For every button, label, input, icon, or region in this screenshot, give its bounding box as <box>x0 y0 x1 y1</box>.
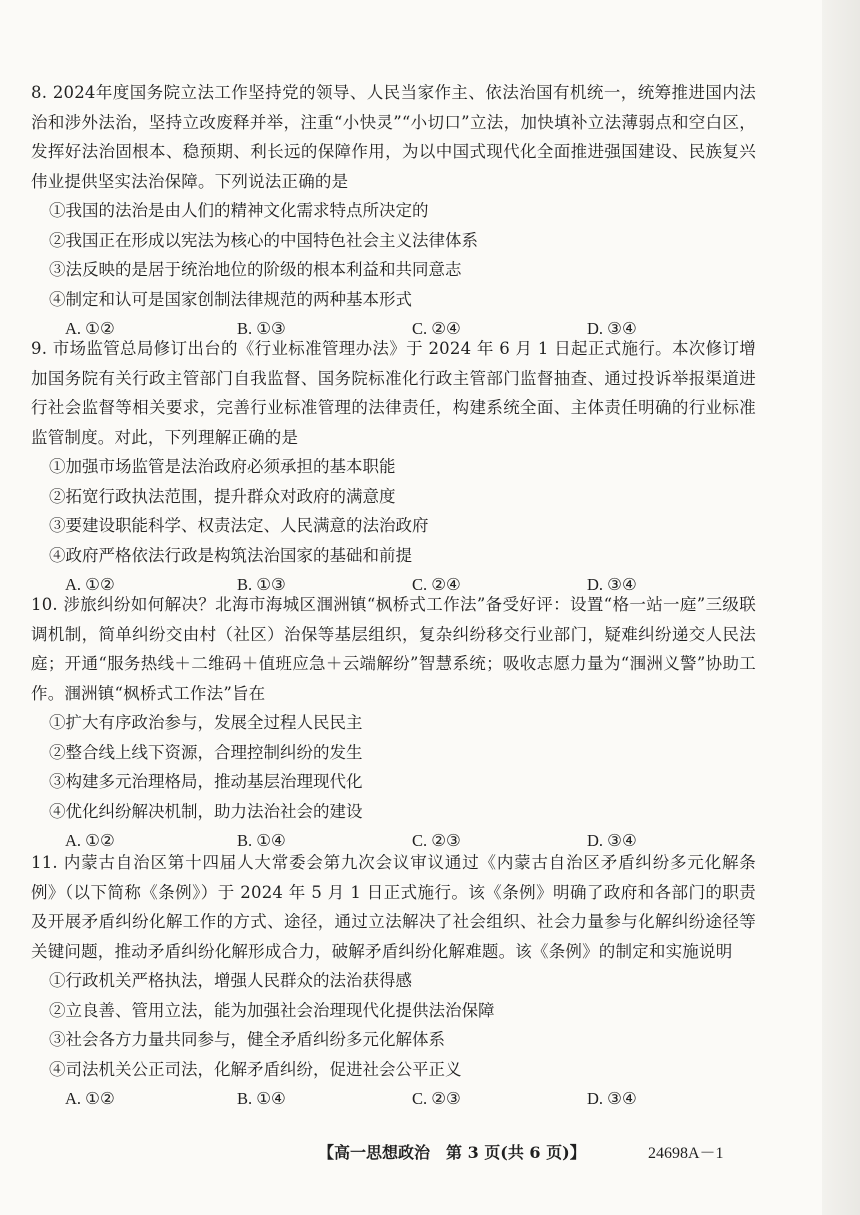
footer-page-label: 【高一思想政治 第 3 页(共 6 页)】 <box>318 1143 586 1162</box>
page-footer <box>0 1140 860 1170</box>
statement: ②立良善、管用立法，能为加强社会治理现代化提供法治保障 <box>49 1000 495 1020</box>
option-c: C. ②④ <box>412 575 461 594</box>
option-d: D. ③④ <box>587 831 637 850</box>
question-11 <box>31 848 756 1113</box>
option-b: B. ①④ <box>237 831 286 850</box>
option-d: D. ③④ <box>587 575 637 594</box>
statement: ④制定和认可是国家创制法律规范的两种基本形式 <box>49 289 412 309</box>
question-10 <box>31 590 756 855</box>
statement: ①扩大有序政治参与，发展全过程人民民主 <box>49 713 363 732</box>
option-a: A. ①② <box>65 319 115 338</box>
statement: ③要建设职能科学、权责法定、人民满意的法治政府 <box>49 516 429 535</box>
statement: ②我国正在形成以宪法为核心的中国特色社会主义法律体系 <box>49 230 478 250</box>
option-a: A. ①② <box>65 1089 115 1108</box>
question-stem: 11. 内蒙古自治区第十四届人大常委会第九次会议审议通过《内蒙古自治区矛盾纠纷多元化解条例》（以下简称《条例》）于 2024 年 5 月 1 日正式施行。该《条例》明确了政府和各部门的职责及开展矛盾纠纷化解工作的方式、途径，通过立法解决了社会组织、社会力量参与化解纠纷途径等关键问题，推动矛盾纠纷化解形成合力，破解矛盾纠纷化解难题。该《条例》的制定和实施说明 <box>31 853 756 961</box>
statement: ②拓宽行政执法范围，提升群众对政府的满意度 <box>49 486 396 506</box>
statement: ③法反映的是居于统治地位的阶级的根本利益和共同意志 <box>49 260 462 279</box>
statement: ④优化纠纷解决机制，助力法治社会的建设 <box>49 801 363 821</box>
question-stem: 9. 市场监管总局修订出台的《行业标准管理办法》于 2024 年 6 月 1 日起正式施行。本次修订增加国务院有关行政主管部门自我监督、国务院标准化行政主管部门监督抽查、通过投诉举报渠道进行社会监督等相关要求，完善行业标准管理的法律责任，构建系统全面、主体责任明确的行业标准监管制度。对此，下列理解正确的是 <box>31 339 756 447</box>
question-stem: 8. 2024年度国务院立法工作坚持党的领导、人民当家作主、依法治国有机统一，统筹推进国内法治和涉外法治，坚持立改废释并举，注重“小快灵”“小切口”立法，加快填补立法薄弱点和空白区，发挥好法治固根本、稳预期、利长远的保障作用，为以中国式现代化全面推进强国建设、民族复兴伟业提供坚实法治保障。下列说法正确的是 <box>31 83 756 191</box>
statement: ③社会各方力量共同参与，健全矛盾纠纷多元化解体系 <box>49 1030 445 1049</box>
option-c: C. ②③ <box>412 1089 461 1108</box>
option-a: A. ①② <box>65 575 115 594</box>
footer-paper-code: 24698A－1 <box>648 1145 724 1162</box>
option-b: B. ①③ <box>237 575 286 594</box>
statement: ①加强市场监管是法治政府必须承担的基本职能 <box>49 457 396 476</box>
option-c: C. ②③ <box>412 831 461 850</box>
answer-options <box>65 1084 756 1113</box>
statement: ②整合线上线下资源，合理控制纠纷的发生 <box>49 742 363 762</box>
statement: ③构建多元治理格局，推动基层治理现代化 <box>49 772 363 791</box>
option-b: B. ①③ <box>237 319 286 338</box>
option-b: B. ①④ <box>237 1089 286 1108</box>
option-a: A. ①② <box>65 831 115 850</box>
option-d: D. ③④ <box>587 319 637 338</box>
question-9 <box>31 334 756 599</box>
statement: ①我国的法治是由人们的精神文化需求特点所决定的 <box>49 201 429 220</box>
question-8 <box>31 78 756 343</box>
scan-edge <box>822 0 860 1215</box>
option-d: D. ③④ <box>587 1089 637 1108</box>
statement: ④政府严格依法行政是构筑法治国家的基础和前提 <box>49 545 412 565</box>
option-c: C. ②④ <box>412 319 461 338</box>
statement: ④司法机关公正司法，化解矛盾纠纷，促进社会公平正义 <box>49 1059 462 1079</box>
statement: ①行政机关严格执法，增强人民群众的法治获得感 <box>49 971 412 990</box>
question-stem: 10. 涉旅纠纷如何解决？北海市海城区涠洲镇“枫桥式工作法”备受好评：设置“格一站一庭”三级联调机制，简单纠纷交由村（社区）治保等基层组织，复杂纠纷移交行业部门，疑难纠纷递交人民法庭；开通“服务热线＋二维码＋值班应急＋云端解纷”智慧系统；吸收志愿力量为“涠洲义警”协助工作。涠洲镇“枫桥式工作法”旨在 <box>31 595 756 703</box>
